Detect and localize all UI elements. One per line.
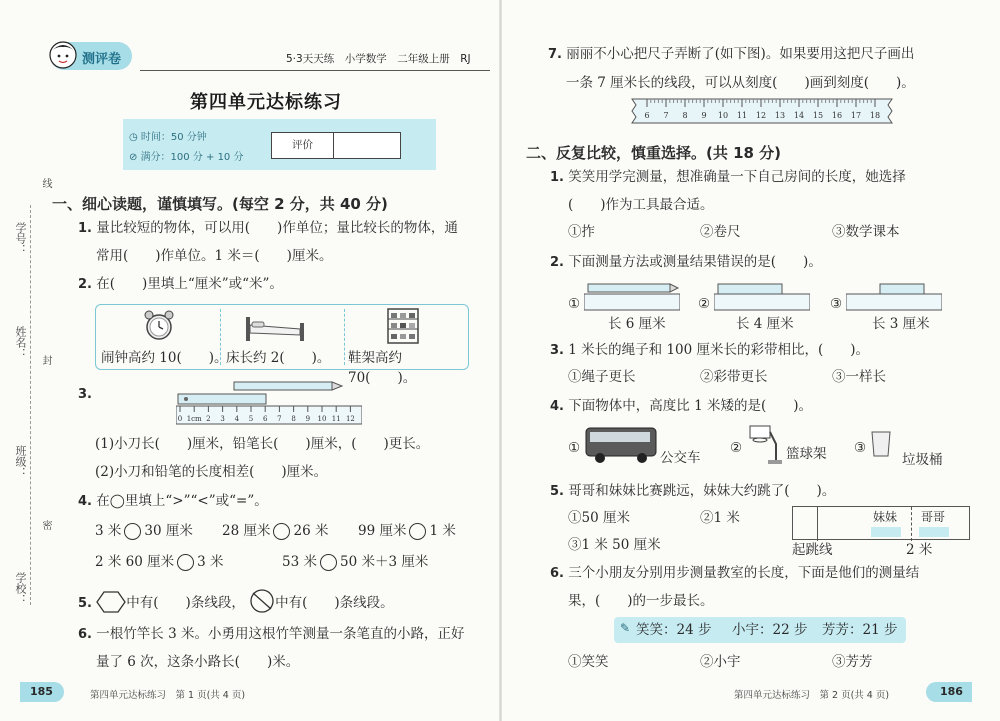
score-text: 满分：100 分 + 10 分 (140, 152, 244, 163)
s2-q4-text: 下面物体中，高度比 1 米矮的是( )。 (568, 398, 812, 414)
hexagon-icon (96, 591, 126, 613)
check-icon: ⊘ (129, 152, 141, 163)
ruler-tick-label: 4 (234, 415, 240, 423)
s2-q6-line2: 果，( )的一步最长。 (568, 593, 714, 609)
s2-q6 (550, 563, 970, 611)
s2-q2-text: 下面测量方法或测量结果错误的是( )。 (568, 254, 822, 270)
ruler-tick-label: 9 (305, 415, 311, 423)
cmp-left: 28 厘米 (222, 523, 271, 539)
broken-ruler-label: 11 (736, 111, 748, 120)
header-rule (140, 70, 490, 71)
broken-ruler-label: 10 (717, 111, 729, 120)
s2-q2-mark-c[interactable]: ③ (830, 296, 843, 312)
broken-ruler-label: 12 (755, 111, 767, 120)
s2-q6-opt-c[interactable]: ③芳芳 (832, 654, 873, 670)
left-footer-text: 第四单元达标练习 第 1 页(共 4 页) (90, 690, 246, 701)
s2-q4-mark-b[interactable]: ② (730, 440, 743, 456)
s2-q2-opt-a: 长 6 厘米 (608, 316, 666, 332)
s1-q4-item-2 (222, 521, 328, 541)
score-row (129, 148, 243, 163)
ruler-fig-c (846, 282, 942, 312)
s2-q3 (550, 340, 869, 361)
s2-q1-opt-b[interactable]: ②卷尺 (700, 224, 741, 240)
s2-q5-opt-b[interactable]: ②1 米 (700, 510, 740, 526)
ruler-tick-label: 1cm (186, 415, 202, 423)
broken-ruler-label: 16 (831, 111, 843, 120)
s1-q7-line1: 丽丽不小心把尺子弄断了(如下图)。如果要用这把尺子画出 (566, 46, 915, 62)
s1-q5-a: 中有( )条线段， (126, 595, 245, 611)
right-footer (690, 682, 990, 704)
s1-q3-line1: (1)小刀长( )厘米，铅笔长( )厘米，( )更长。 (95, 436, 430, 452)
binding-mark-seal: 封 (40, 355, 51, 365)
s1-q7-num: 7. (548, 47, 562, 62)
ruler-tick-label: 3 (220, 415, 225, 423)
s1-q6-line1: 一根竹竿长 3 米。小勇用这根竹竿测量一条笔直的小路，正好 (96, 626, 465, 642)
broken-ruler-label: 6 (644, 111, 650, 120)
left-page-number: 185 (30, 685, 53, 698)
cmp-right: 26 米 (293, 523, 329, 539)
s1-q1 (78, 218, 488, 266)
section2-title: 二、反复比较，慎重选择。(共 18 分) (526, 144, 782, 162)
s2-q1-line2: ( )作为工具最合适。 (568, 197, 714, 213)
cmp-left: 2 米 60 厘米 (95, 554, 175, 570)
s2-q4-opt-a: 公交车 (660, 450, 701, 466)
broken-ruler-label: 14 (793, 111, 805, 120)
class-label: 班级： (14, 445, 27, 478)
school-label: 学校： (14, 572, 27, 605)
ruler-tick-label: 2 (206, 415, 211, 423)
s1-q2-item-2: 床长约 2( )。 (226, 350, 331, 366)
trash-bin-icon (870, 430, 892, 458)
clock-icon: ◷ (129, 132, 141, 143)
compare-circle[interactable] (124, 523, 141, 540)
ruler-tick-label: 8 (291, 415, 296, 423)
s1-q4-item-3 (358, 521, 456, 541)
s2-q3-num: 3. (550, 343, 564, 358)
s2-q1-line1: 笑笑用学完测量，想准确量一下自己房间的长度，她选择 (568, 169, 906, 185)
s1-q2-num: 2. (78, 277, 92, 292)
s1-q3-num: 3. (78, 387, 92, 402)
broken-ruler (630, 97, 894, 125)
s2-q3-text: 1 米长的绳子和 100 厘米长的彩带相比，( )。 (568, 342, 870, 358)
mark-line (911, 507, 912, 541)
s2-q4-mark-c[interactable]: ③ (854, 440, 867, 456)
compare-circle[interactable] (177, 554, 194, 571)
right-page-number: 186 (940, 685, 963, 698)
s1-q2 (78, 274, 283, 295)
s2-q3-opt-c[interactable]: ③一样长 (832, 369, 886, 385)
s1-q3-num-wrap (78, 384, 92, 405)
cmp-left: 3 米 (95, 523, 122, 539)
info-box (123, 119, 436, 170)
s1-q2-box (95, 304, 469, 386)
s2-q6-opt-a[interactable]: ①笑笑 (568, 654, 609, 670)
s2-q5-opt-a[interactable]: ①50 厘米 (568, 510, 630, 526)
s1-q4-text: 在◯里填上“>”“<”或“=”。 (96, 493, 268, 509)
binding-mark-line: 线 (40, 178, 51, 188)
ruler-tick-label: 5 (248, 415, 254, 423)
s1-q4-num: 4. (78, 494, 92, 509)
ruler-fig-b (714, 282, 810, 312)
alarm-clock-icon (142, 308, 176, 346)
s2-q4-mark-a[interactable]: ① (568, 440, 581, 456)
s1-q1-num: 1. (78, 221, 92, 236)
broken-ruler-label: 13 (774, 111, 786, 120)
badge (50, 42, 132, 70)
right-footer-text: 第四单元达标练习 第 2 页(共 4 页) (734, 690, 890, 701)
ruler-fig-a (584, 282, 680, 312)
s2-q6-opt-b[interactable]: ②小宇 (700, 654, 741, 670)
s2-q5 (550, 481, 835, 502)
page-title: 第四单元达标练习 (190, 92, 342, 113)
s1-q6-num: 6. (78, 627, 92, 642)
sister-footprint (871, 527, 901, 537)
s1-q2-text: 在( )里填上“厘米”或“米”。 (96, 276, 283, 292)
s1-q4-item-4 (95, 552, 224, 572)
s1-q6-line2: 量了 6 次，这条小路长( )米。 (96, 654, 300, 670)
steps-xiaoxiao: 笑笑：24 步 (636, 622, 712, 638)
s2-q1-opt-c[interactable]: ③数学课本 (832, 224, 900, 240)
series-header: 5·3天天练 小学数学 二年级上册 RJ (286, 53, 471, 65)
cmp-right: 1 米 (429, 523, 456, 539)
boy-mascot-icon (48, 38, 78, 72)
two-meter-label: 2 米 (906, 542, 933, 558)
eval-table (271, 132, 401, 159)
s2-q5-text: 哥哥和妹妹比赛跳远，妹妹大约跳了( )。 (568, 483, 836, 499)
bus-icon (584, 424, 658, 466)
s1-q7 (548, 44, 968, 93)
broken-ruler-label: 18 (869, 111, 881, 120)
s2-q4 (550, 396, 812, 417)
s1-q5 (78, 589, 394, 614)
s2-q3-opt-b[interactable]: ②彩带更长 (700, 369, 768, 385)
s1-q4 (78, 491, 268, 512)
broken-ruler-label: 9 (701, 111, 707, 120)
section1-title: 一、细心读题，谨慎填写。(每空 2 分，共 40 分) (52, 195, 388, 213)
cmp-right: 30 厘米 (144, 523, 193, 539)
student-number-label: 学号： (14, 222, 27, 255)
s2-q2-mark-a[interactable]: ① (568, 296, 581, 312)
page-fold (499, 0, 502, 721)
time-row (129, 128, 207, 143)
s2-q6-line1: 三个小朋友分别用步测量教室的长度，下面是他们的测量结 (568, 565, 920, 581)
s2-q2-num: 2. (550, 255, 564, 270)
s2-q2-opt-c: 长 3 厘米 (872, 316, 930, 332)
s2-q4-opt-c: 垃圾桶 (902, 452, 943, 468)
s1-q5-num: 5. (78, 596, 92, 611)
broken-ruler-label: 17 (850, 111, 862, 120)
steps-fangfang: 芳芳：21 步 (822, 622, 898, 638)
ruler-tick-label: 0 (177, 415, 183, 423)
s2-q2-opt-b: 长 4 厘米 (736, 316, 794, 332)
ruler-tick-label: 7 (277, 415, 282, 423)
s2-q1 (550, 167, 970, 215)
s2-q5-opt-c[interactable]: ③1 米 50 厘米 (568, 537, 661, 553)
steps-xiaoyu: 小宇：22 步 (732, 622, 808, 638)
left-footer (20, 682, 490, 704)
s2-q4-figures (568, 424, 978, 468)
s2-q5-num: 5. (550, 484, 564, 499)
s1-q2-item-1: 闹钟高约 10( )。 (101, 350, 228, 366)
s2-q1-opt-a[interactable]: ①拃 (568, 224, 595, 240)
cmp-right: 50 米＋3 厘米 (339, 554, 429, 570)
s1-q4-item-5 (282, 552, 428, 572)
s1-q3-line2: (2)小刀和铅笔的长度相差( )厘米。 (95, 464, 328, 480)
s2-q4-opt-b: 篮球架 (786, 446, 827, 462)
s2-q4-num: 4. (550, 399, 564, 414)
compare-circle[interactable] (409, 523, 426, 540)
broken-ruler-label: 7 (663, 111, 669, 120)
start-line (817, 507, 818, 541)
knife-pencil-ruler (176, 380, 362, 426)
badge-label: 测评卷 (82, 52, 122, 67)
s2-q1-num: 1. (550, 170, 564, 185)
shoe-rack-icon (386, 307, 420, 349)
time-text: 时间：50 分钟 (140, 132, 207, 143)
eval-label: 评价 (272, 133, 334, 158)
compare-circle[interactable] (273, 523, 290, 540)
s2-q6-num: 6. (550, 566, 564, 581)
student-name-label: 姓名： (14, 326, 27, 359)
s1-q3-figure (176, 380, 362, 426)
steps-banner (614, 617, 906, 643)
pin-icon: ✎ (620, 621, 631, 635)
broken-ruler-label: 15 (812, 111, 824, 120)
ruler-tick-label: 11 (331, 415, 341, 423)
brother-footprint (919, 527, 949, 537)
s1-q7-line2: 一条 7 厘米长的线段，可以从刻度( )画到刻度( )。 (566, 75, 915, 91)
brother-label: 哥哥 (921, 510, 946, 524)
broken-ruler-label: 8 (682, 111, 688, 120)
ruler-tick-label: 12 (345, 415, 355, 423)
s1-q1-line1: 量比较短的物体，可以用( )作单位；量比较长的物体，通 (96, 220, 458, 236)
compare-circle[interactable] (320, 554, 337, 571)
eval-field[interactable] (334, 133, 400, 158)
cmp-left: 99 厘米 (358, 523, 407, 539)
s1-q6 (78, 624, 488, 672)
cmp-right: 3 米 (197, 554, 224, 570)
sister-label: 妹妹 (873, 510, 898, 524)
long-jump-figure (792, 506, 970, 540)
ruler-tick-label: 10 (317, 415, 327, 423)
binding-mark-secret: 密 (40, 520, 51, 530)
cmp-left: 53 米 (282, 554, 317, 570)
s2-q2-mark-b[interactable]: ② (698, 296, 711, 312)
s1-q1-line2: 常用( )作单位。1 米＝( )厘米。 (96, 248, 333, 264)
s1-q5-b: 中有( )条线段。 (275, 595, 394, 611)
start-line-label: 起跳线 (792, 542, 833, 558)
s1-q4-item-1 (95, 521, 193, 541)
bed-icon (244, 313, 306, 347)
binding-line (30, 205, 31, 605)
divider (344, 309, 345, 365)
s1-q2-item-3: 鞋架高约 70( )。 (348, 350, 417, 386)
s2-q3-opt-a[interactable]: ①绳子更长 (568, 369, 636, 385)
circle-with-line-icon (249, 589, 275, 613)
s2-q2-figures (568, 282, 978, 332)
s2-q2 (550, 252, 822, 273)
basketball-hoop-icon (746, 424, 782, 466)
ruler-tick-label: 6 (262, 415, 268, 423)
